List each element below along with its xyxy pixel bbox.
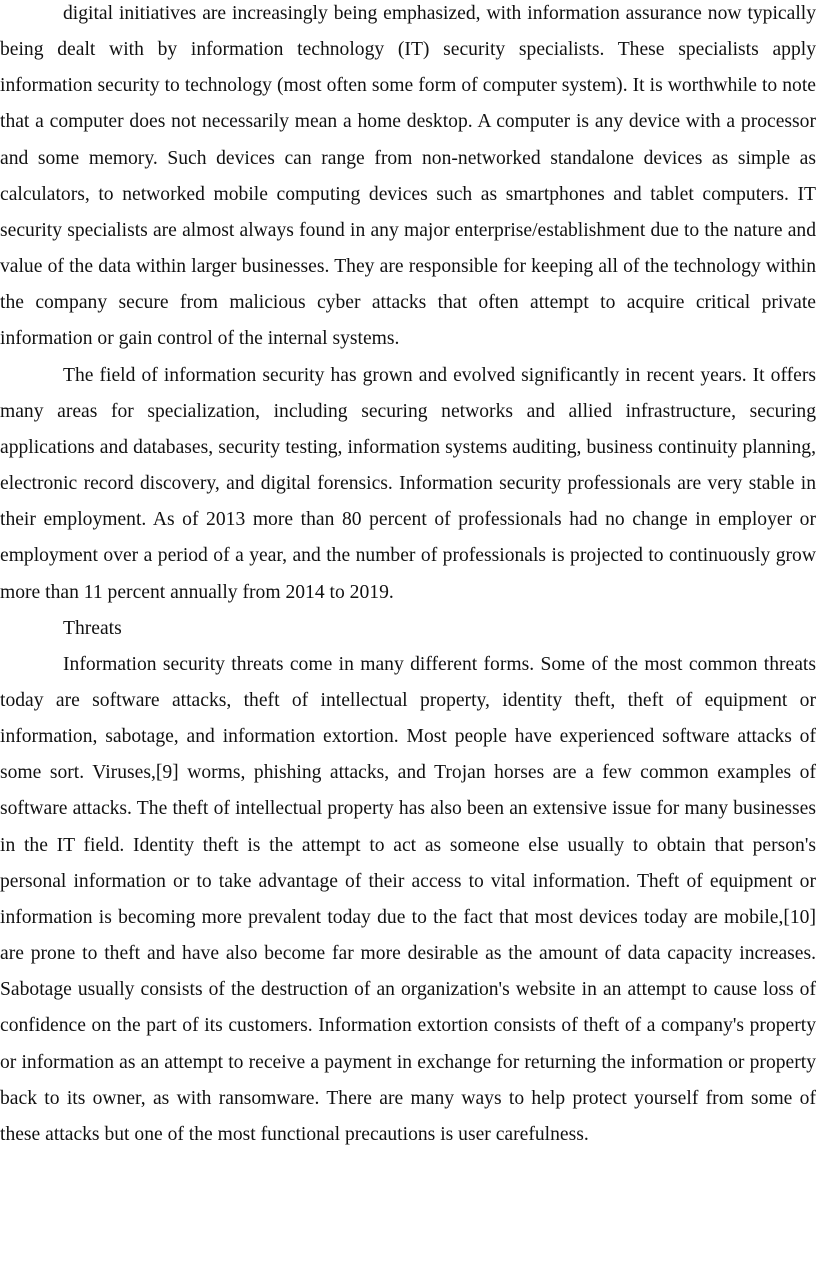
paragraph-it-security-specialists: digital initiatives are increasingly being emphasized, with information assurance now typically being dealt with by information technology (IT) security specialists. These specialists apply information security to technology (most often some form of computer system). It is worthwhile to note that a computer does not necessarily mean a home desktop. A computer is any device with a processor and some memory. Such devices can range from non-networked standalone devices as simple as calculators, to networked mobile computing devices such as smartphones and tablet computers. IT security specialists are almost always found in any major enterprise/establishment due to the nature and value of the data within larger businesses. They are responsible for keeping all of the technology within the company secure from malicious cyber attacks that often attempt to acquire critical private information or gain control of the internal systems. <box>0 3 816 350</box>
section-heading-threats: Threats <box>63 617 122 639</box>
paragraph-field-of-information-security: The field of information security has grown and evolved significantly in recent years. It offers many areas for specialization, including securing networks and allied infrastructure, securing applications and databases, security testing, information systems auditing, business continuity planning, electronic record discovery, and digital forensics. Information security professionals are very stable in their employment. As of 2013 more than 80 percent of professionals had no change in employer or employment over a period of a year, and the number of professionals is projected to continuously grow more than 11 percent annually from 2014 to 2019. <box>0 364 816 603</box>
paragraph-threats: Information security threats come in many different forms. Some of the most common threats today are software attacks, theft of intellectual property, identity theft, theft of equipment or information, sabotage, and information extortion. Most people have experienced software attacks of some sort. Viruses,[9] worms, phishing attacks, and Trojan horses are a few common examples of software attacks. The theft of intellectual property has also been an extensive issue for many businesses in the IT field. Identity theft is the attempt to act as someone else usually to obtain that person's personal information or to take advantage of their access to vital information. Theft of equipment or information is becoming more prevalent today due to the fact that most devices today are mobile,[10] are prone to theft and have also become far more desirable as the amount of data capacity increases. Sabotage usually consists of the destruction of an organization's website in an attempt to cause loss of confidence on the part of its customers. Information extortion consists of theft of a company's property or information as an attempt to receive a payment in exchange for returning the information or property back to its owner, as with ransomware. There are many ways to help protect yourself from some of these attacks but one of the most functional precautions is user carefulness. <box>0 653 816 1145</box>
